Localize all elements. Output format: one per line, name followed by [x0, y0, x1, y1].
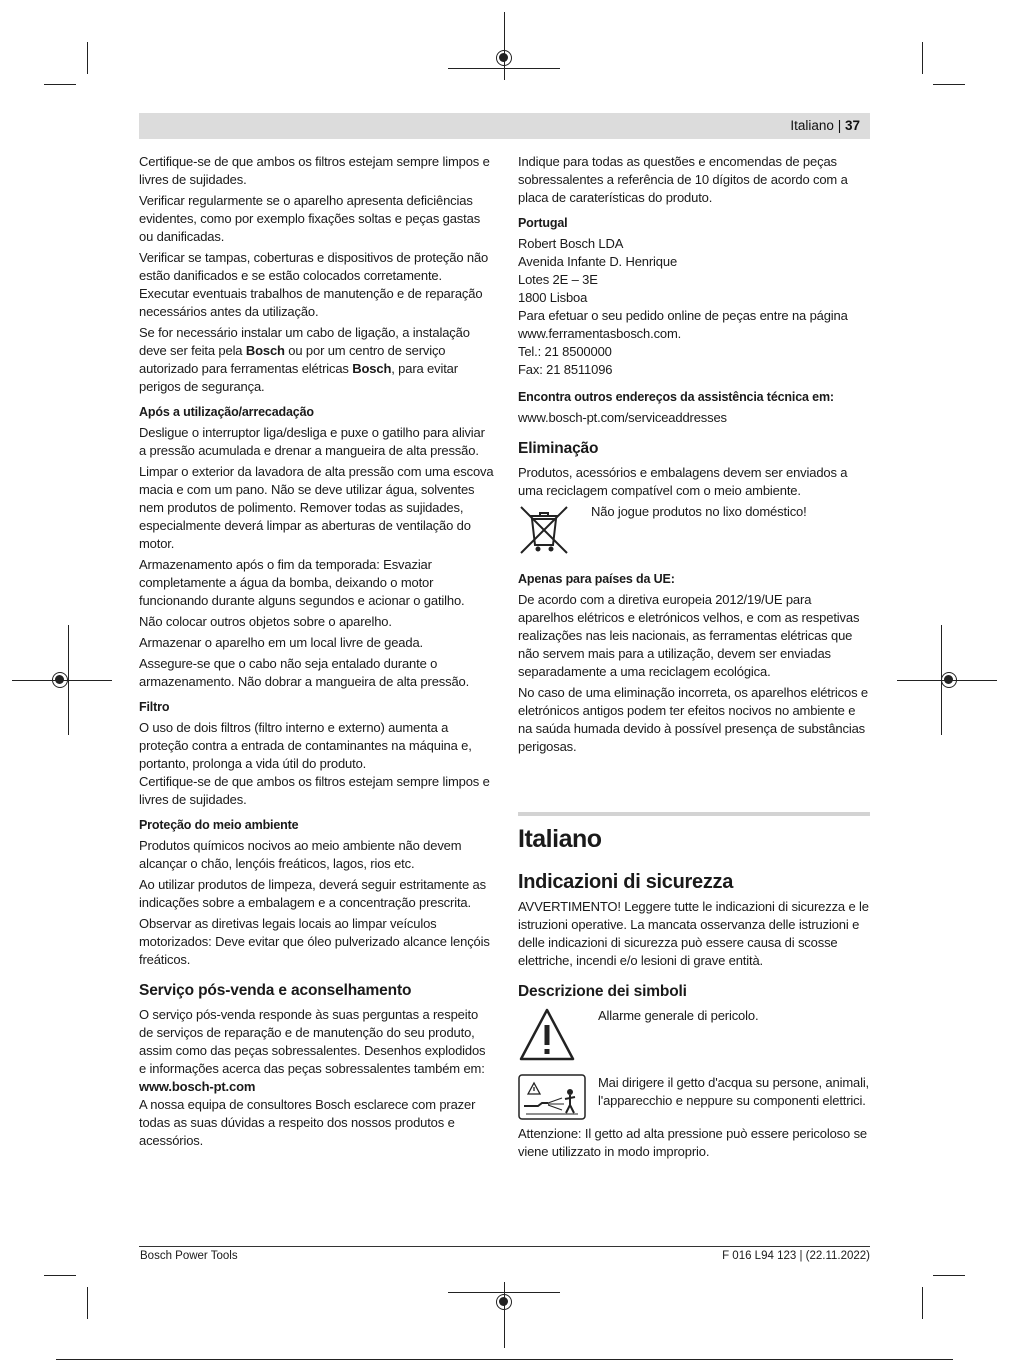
page-header	[139, 113, 870, 139]
paragraph: Produtos, acessórios e embalagens devem ser enviados a uma reciclagem compatível com o meio ambiente.	[518, 465, 848, 498]
heading-service: Serviço pós-venda e aconselhamento	[139, 982, 412, 999]
paragraph: Armazenar o aparelho em um local livre de geada.	[139, 635, 424, 650]
symbol-text-warning: Allarme generale di pericolo.	[598, 1008, 759, 1023]
water-jet-warning-icon	[518, 1074, 598, 1125]
subheading-environment: Proteção do meio ambiente	[139, 818, 299, 832]
subheading-portugal: Portugal	[518, 216, 568, 230]
subheading-eu: Apenas para países da UE:	[518, 572, 675, 586]
paragraph: No caso de uma eliminação incorreta, os aparelhos elétricos e eletrónicos antigos podem ter efeitos nocivos no ambiente e na saúda humada devido à possível presença de substâncias perigosas.	[518, 685, 868, 754]
symbol-row-jet	[518, 1074, 870, 1125]
paragraph: Ao utilizar produtos de limpeza, deverá seguir estritamente as indicações sobre a embalagem e a concentração prescrita.	[139, 877, 486, 910]
address-line: 1800 Lisboa	[518, 290, 588, 305]
heading-safety: Indicazioni di sicurezza	[518, 871, 734, 893]
paragraph: Assegure-se que o cabo não seja entalado durante o armazenamento. Não dobrar a mangueira de alta pressão.	[139, 656, 470, 689]
paragraph: Se for necessário instalar um cabo de ligação, a instalação deve ser feita pela Bosch ou por um centro de serviço autorizado para ferramentas elétricas Bosch, para evitar perigos de segurança.	[139, 325, 470, 394]
paragraph: A nossa equipa de consultores Bosch esclarece com prazer todas as suas dúvidas a respeito dos nossos produtos e acessórios.	[139, 1097, 476, 1148]
bin-symbol-text: Não jogue produtos no lixo doméstico!	[591, 504, 807, 519]
paragraph: Armazenamento após o fim da temporada: Esvaziar completamente a água da bomba, deixando o motor funcionando durante alguns segundos e acionar o gatilho.	[139, 557, 465, 608]
paragraph: Verificar regularmente se o aparelho apresenta deficiências evidentes, como por exemplo fixações soltas e peças gastas ou danificadas.	[139, 193, 481, 244]
address-line: Robert Bosch LDA	[518, 236, 624, 251]
heading-disposal: Eliminação	[518, 440, 599, 457]
paragraph: Produtos químicos nocivos ao meio ambiente não devem alcançar o chão, lençóis freáticos, lagos, rios etc.	[139, 838, 462, 871]
language-title: Italiano	[518, 825, 602, 853]
service-link[interactable]: www.bosch-pt.com	[139, 1079, 256, 1094]
footer-brand: Bosch Power Tools	[140, 1250, 238, 1262]
fax: Fax: 21 8511096	[518, 362, 613, 377]
paragraph: O uso de dois filtros (filtro interno e externo) aumenta a proteção contra a entrada de contaminantes na máquina e, portanto, prolonga a vida útil do produto.	[139, 720, 472, 771]
paragraph: Não colocar outros objetos sobre o aparelho.	[139, 614, 392, 629]
paragraph: Attenzione: Il getto ad alta pressione può essere pericoloso se viene utilizzato in modo improprio.	[518, 1126, 867, 1159]
symbol-text-jet: Mai dirigere il getto d'acqua su persone, animali, l'apparecchio e neppure su componenti elettrici.	[598, 1075, 870, 1108]
service-addresses-link[interactable]: www.bosch-pt.com/serviceaddresses	[518, 410, 727, 425]
paragraph: O serviço pós-venda responde às suas perguntas a respeito de serviços de reparação e de manutenção do seu produto, assim como das peças sobressalentes. Desenhos explodidos e informações acerca das peças sobressalentes também em:	[139, 1007, 486, 1076]
right-column	[518, 153, 870, 1164]
warning-triangle-icon	[518, 1007, 598, 1068]
address-line: Avenida Infante D. Henrique	[518, 254, 678, 269]
paragraph: AVVERTIMENTO! Leggere tutte le indicazioni di sicurezza e le istruzioni operative. La mancata osservanza delle istruzioni e delle indicazioni di sicurezza può essere causa di scosse elettriche, incendi e/o lesioni di grave entità.	[518, 899, 869, 968]
footer-rule	[139, 1246, 870, 1247]
section-divider	[518, 812, 870, 816]
address-line: Para efetuar o seu pedido online de peças entre na página www.ferramentasbosch.com.	[518, 308, 848, 341]
heading-symbols: Descrizione dei simboli	[518, 983, 687, 1000]
paragraph: Certifique-se de que ambos os filtros estejam sempre limpos e livres de sujidades.	[139, 774, 490, 807]
left-column	[139, 153, 494, 1153]
subheading-after-use: Após a utilização/arrecadação	[139, 405, 314, 419]
paragraph: Desligue o interruptor liga/desliga e puxe o gatilho para aliviar a pressão acumulada e drenar a mangueira de alta pressão.	[139, 425, 485, 458]
paragraph: Verificar se tampas, coberturas e dispositivos de proteção não estão danificados e se estão colocados corretamente. Executar eventuais trabalhos de manutenção e de reparação necessários antes da utilização.	[139, 250, 489, 319]
bin-symbol-row	[518, 503, 870, 560]
paragraph: De acordo com a diretiva europeia 2012/19/UE para aparelhos elétricos e eletrónicos velhos, e com as respetivas realizações nas leis nacionais, as ferramentas elétricas que não servem mais para a utilização, devem ser enviadas separadamente a uma reciclagem ecológica.	[518, 592, 860, 679]
phone: Tel.: 21 8500000	[518, 344, 612, 359]
subheading-more-addresses: Encontra outros endereços da assistência técnica em:	[518, 390, 834, 404]
header-label: Italiano | 37	[790, 118, 860, 133]
address-line: Lotes 2E – 3E	[518, 272, 598, 287]
paragraph: Certifique-se de que ambos os filtros estejam sempre limpos e livres de sujidades.	[139, 154, 490, 187]
symbol-row-warning	[518, 1007, 870, 1068]
subheading-filter: Filtro	[139, 700, 170, 714]
paragraph: Observar as diretivas legais locais ao limpar veículos motorizados: Deve evitar que óleo pulverizado alcance lençóis freáticos.	[139, 916, 490, 967]
paragraph: Limpar o exterior da lavadora de alta pressão com uma escova macia e com um pano. Não se deve utilizar água, solventes nem produtos de polimento. Remover todas as sujidades, especialmente deverá limpar as aberturas de ventilação do motor.	[139, 464, 494, 551]
footer-doc-id: F 016 L94 123 | (22.11.2022)	[722, 1250, 870, 1262]
paragraph: Indique para todas as questões e encomendas de peças sobressalentes a referência de 10 dígitos de acordo com a placa de caraterísticas do produto.	[518, 154, 848, 205]
crossed-bin-icon	[518, 503, 591, 560]
